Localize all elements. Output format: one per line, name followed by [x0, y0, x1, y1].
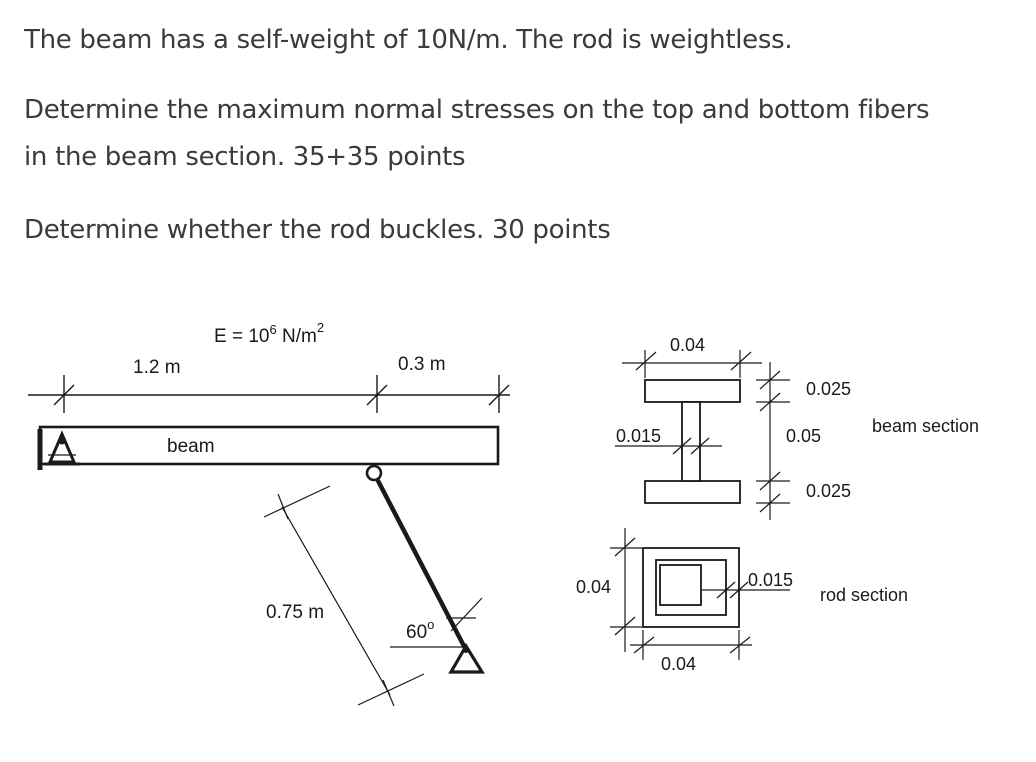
problem-statement-line-2: Determine the maximum normal stresses on the top and bottom fibers	[24, 95, 930, 125]
problem-statement-line-3: in the beam section. 35+35 points	[24, 142, 466, 172]
dimension-right-label: 0.3 m	[398, 354, 446, 375]
bottom-flange-label: 0.025	[806, 481, 852, 501]
modulus-label: $E = 10^6$ $N/m^2$	[214, 320, 325, 347]
beam-section-title: beam section	[872, 416, 980, 436]
rod-section-title: rod section	[820, 585, 909, 605]
top-flange-label: 0.025	[806, 379, 852, 399]
rod-wall-label: 0.015	[748, 570, 794, 590]
web-height-label: 0.05	[786, 426, 822, 446]
rod-bottom-support	[451, 646, 482, 672]
dimension-left-label: 1.2 m	[133, 357, 181, 378]
span-dimension-line	[28, 375, 510, 413]
beam-label: beam	[167, 436, 215, 457]
rod-length-label: 0.75 m	[266, 602, 325, 623]
web-thickness-label: 0.015	[616, 426, 662, 446]
problem-statement-line-1: The beam has a self-weight of 10N/m. The rod is weightless.	[24, 25, 793, 55]
rod-height-dimension	[610, 528, 642, 652]
rod-width-label: 0.04	[661, 654, 697, 674]
problem-statement-line-4: Determine whether the rod buckles. 30 points	[24, 215, 611, 245]
flange-width-label: 0.04	[670, 335, 706, 355]
angle-label: 60$^o$	[406, 617, 435, 643]
rod-height-label: 0.04	[576, 577, 612, 597]
section-height-dimension	[756, 362, 790, 520]
angle-reference	[390, 598, 482, 647]
rod-section-shape	[643, 548, 739, 627]
rod-top-pin	[367, 466, 381, 480]
beam	[40, 427, 498, 464]
